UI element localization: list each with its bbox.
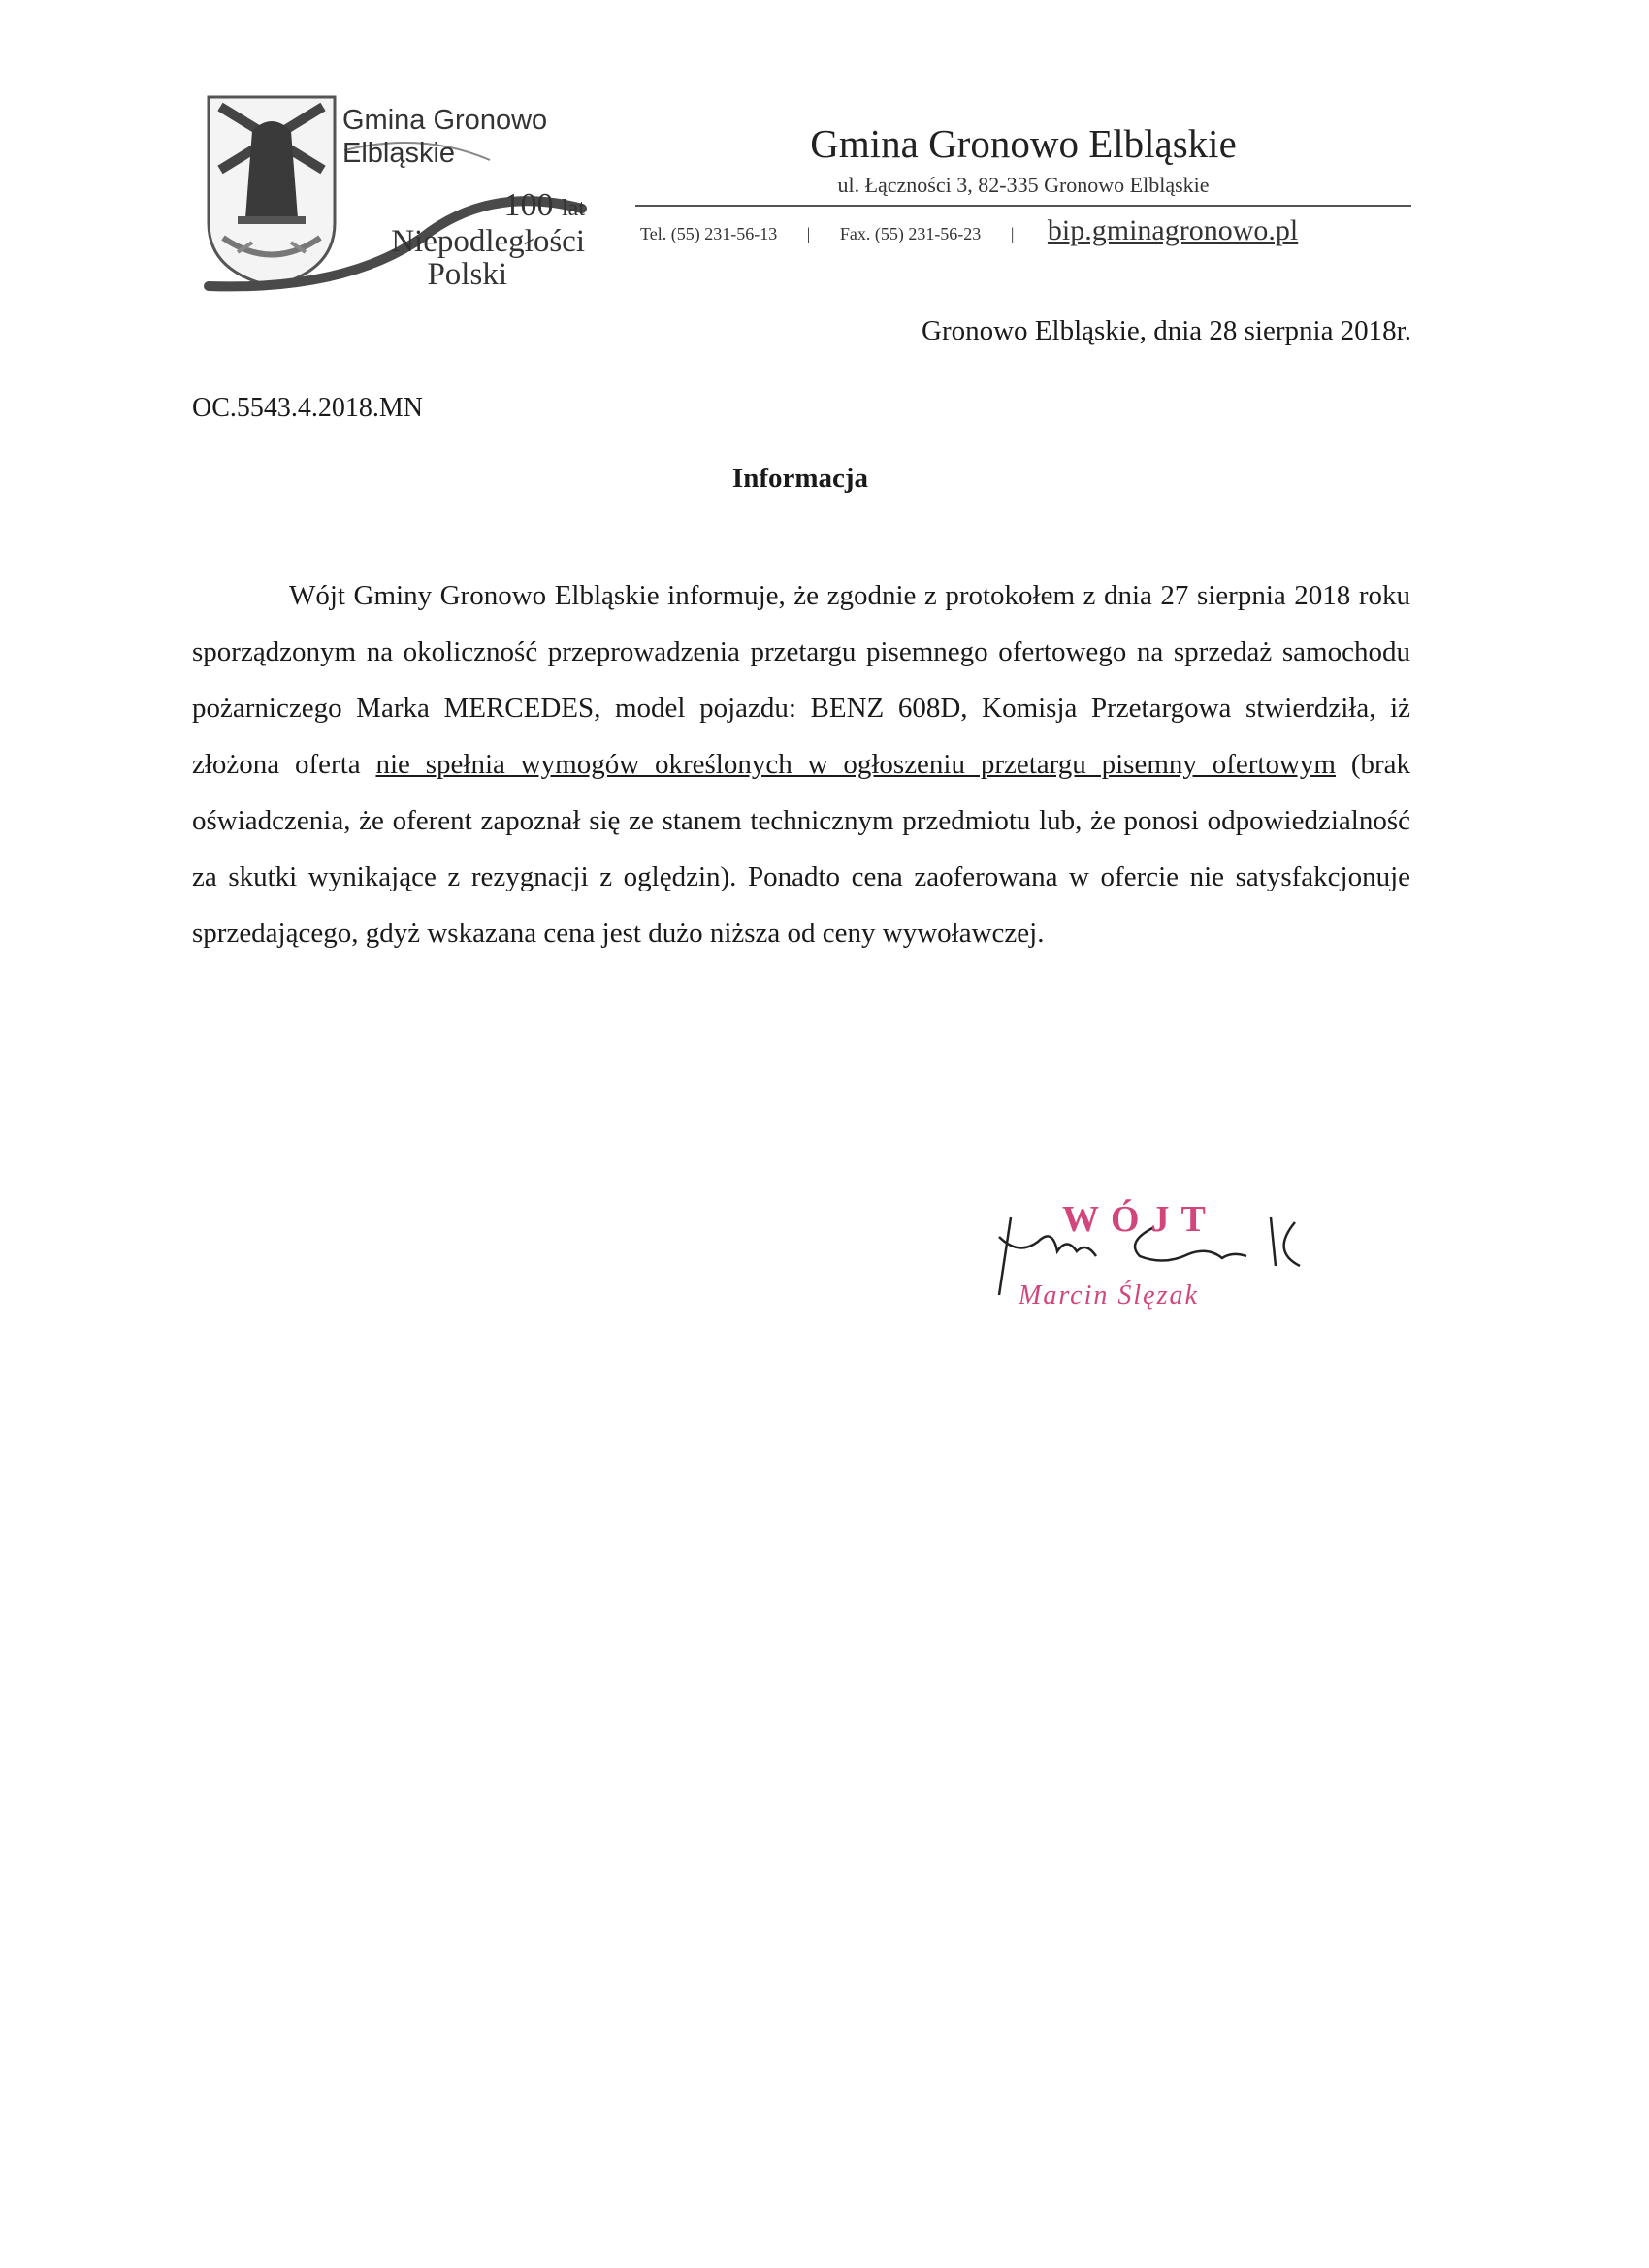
phone-number: Tel. (55) 231-56-13 bbox=[640, 224, 778, 243]
municipality-logo bbox=[199, 92, 587, 301]
letterhead-title: Gmina Gronowo Elbląskie bbox=[810, 121, 1237, 166]
separator: | bbox=[806, 224, 811, 243]
body-paragraph: Wójt Gminy Gronowo Elbląskie informuje, że zgodnie z protokołem z dnia 27 sierpnia 2018 roku sporządzonym na okoliczność przeprowadzenia przetargu pisemnego ofertowego na sprzedaż samochodu pożarniczego Marka MERCEDES, model pojazdu: BENZ 608D, Komisja Przetargowa stwierdziła, iż złożona oferta nie spełnia wymogów określonych w ogłoszeniu przetargu pisemny ofertowym (brak oświadczenia, że oferent zapoznał się ze stanem technicznym przedmiotu lub, że ponosi odpowiedzialność za skutki wynikające z rezygnacji z oględzin). Ponadto cena zaoferowana w ofercie nie satysfakcjonuje sprzedającego, gdyż wskazana cena jest dużo niższa od ceny wywoławczej. bbox=[192, 580, 1411, 949]
document-title: Informacja bbox=[731, 463, 869, 494]
stamp-name: Marcin Ślęzak bbox=[1018, 1280, 1199, 1311]
bip-link[interactable]: bip.gminagronowo.pl bbox=[1047, 214, 1299, 246]
letterhead-divider bbox=[635, 205, 1411, 207]
logo-municipality-name: Gmina Gronowo Elbląskie bbox=[342, 105, 548, 169]
logo-anniversary-text: 100 lat Niepodległości Polski bbox=[391, 187, 585, 292]
underlined-text: nie spełnia wymogów określonych w ogłoszeniu przetargu pisemny ofertowym bbox=[375, 749, 1336, 780]
reference-number: OC.5543.4.2018.MN bbox=[192, 393, 424, 423]
document-date: Gronowo Elbląskie, dnia 28 sierpnia 2018r. bbox=[922, 315, 1411, 346]
stamp-title: WÓJT bbox=[1062, 1199, 1217, 1240]
separator: | bbox=[1010, 224, 1015, 243]
letterhead-contact bbox=[640, 214, 1416, 247]
signature-stamp bbox=[980, 1198, 1348, 1324]
letterhead-address: ul. Łączności 3, 82-335 Gronowo Elbląskie bbox=[837, 173, 1210, 197]
fax-number: Fax. (55) 231-56-23 bbox=[839, 224, 982, 243]
